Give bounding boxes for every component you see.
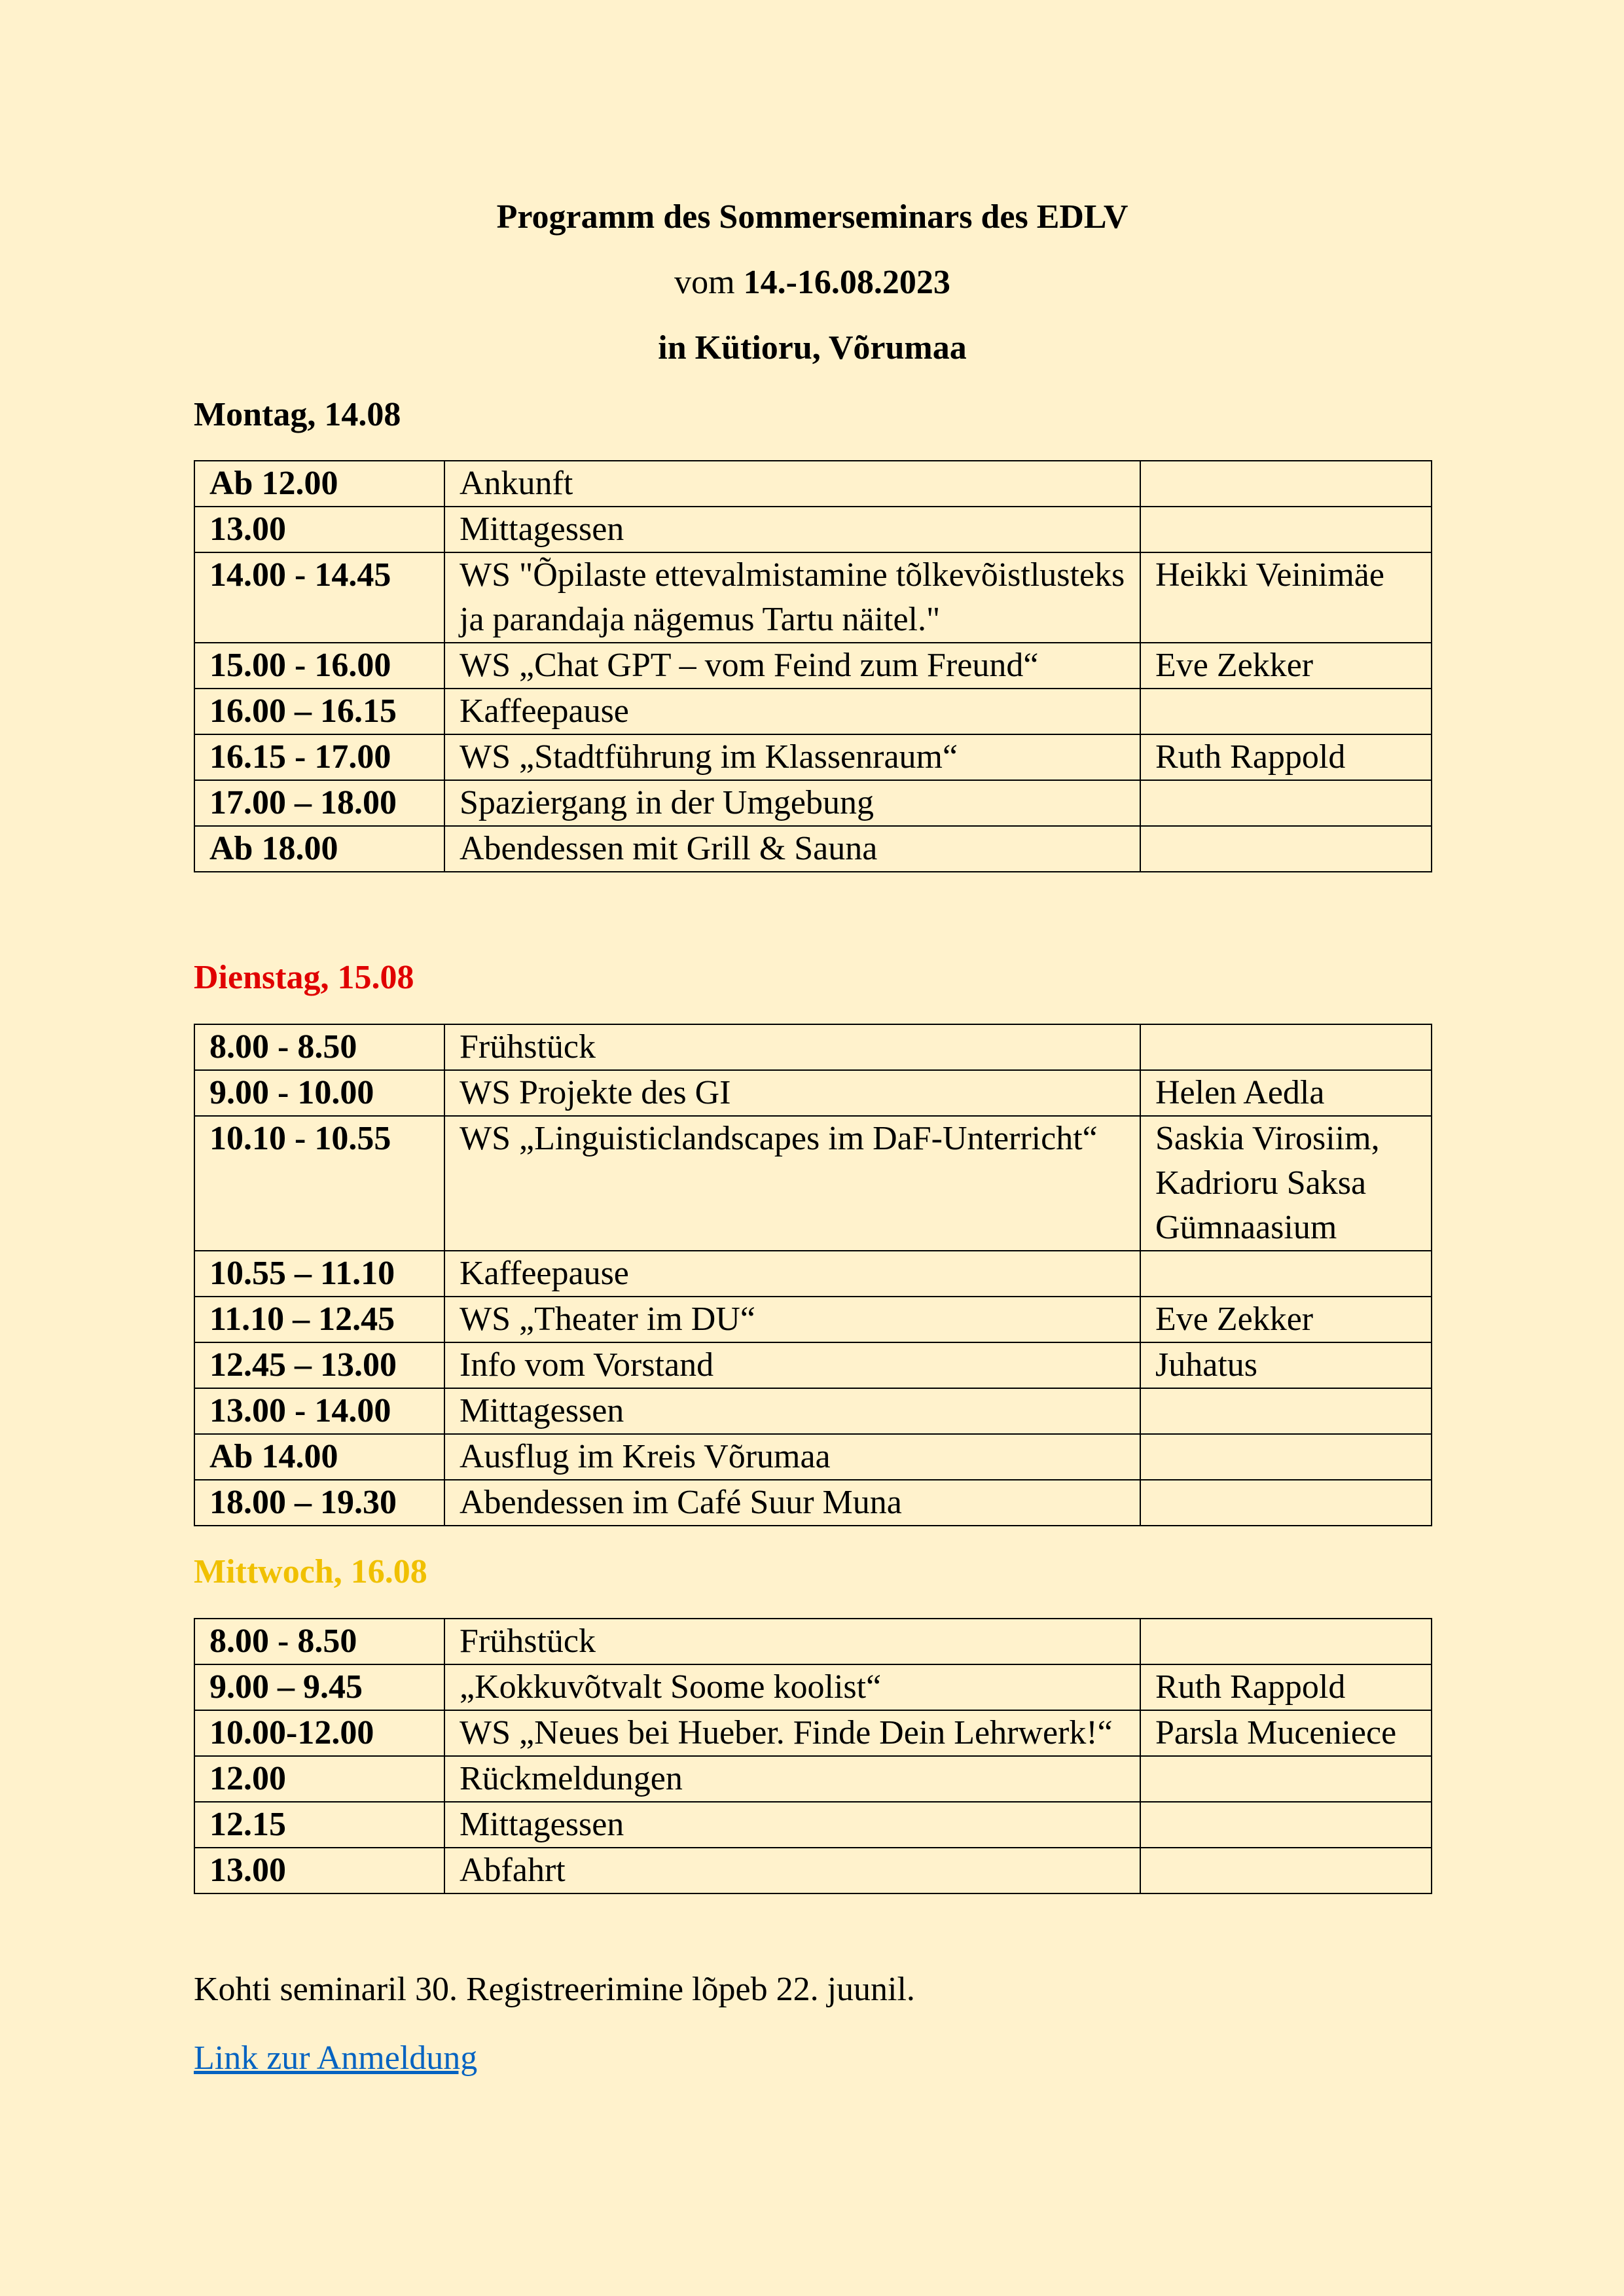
speaker-cell	[1140, 1388, 1432, 1434]
table-row	[194, 1480, 1432, 1526]
table-row	[194, 1664, 1432, 1710]
event-cell: Kaffeepause	[444, 689, 1140, 734]
time-cell: 16.15 - 17.00	[194, 734, 444, 780]
date-line	[194, 250, 1431, 315]
table-row	[194, 1802, 1432, 1848]
table-row	[194, 1251, 1432, 1297]
registration-link[interactable]: Link zur Anmeldung	[194, 2039, 478, 2077]
speaker-cell	[1140, 1756, 1432, 1802]
day-heading-monday: Montag, 14.08	[194, 396, 401, 433]
time-cell: 13.00	[194, 1848, 444, 1893]
time-cell: 12.15	[194, 1802, 444, 1848]
event-cell: Rückmeldungen	[444, 1756, 1140, 1802]
table-row	[194, 1342, 1432, 1388]
time-cell: 12.45 – 13.00	[194, 1342, 444, 1388]
table-row	[194, 507, 1432, 552]
day-heading-wednesday: Mittwoch, 16.08	[194, 1553, 427, 1590]
speaker-cell: Ruth Rappold	[1140, 734, 1432, 780]
page-title: Programm des Sommerseminars des EDLV	[496, 198, 1128, 236]
event-cell: Frühstück	[444, 1024, 1140, 1070]
table-row	[194, 1070, 1432, 1116]
event-cell: WS Projekte des GI	[444, 1070, 1140, 1116]
time-cell: 10.10 - 10.55	[194, 1116, 444, 1251]
event-cell: Abendessen mit Grill & Sauna	[444, 826, 1140, 872]
table-row	[194, 689, 1432, 734]
speaker-cell	[1140, 1848, 1432, 1893]
event-cell: WS „Stadtführung im Klassenraum“	[444, 734, 1140, 780]
event-cell: Mittagessen	[444, 1388, 1140, 1434]
date-range: 14.-16.08.2023	[743, 264, 950, 301]
time-cell: 16.00 – 16.15	[194, 689, 444, 734]
event-cell: Ankunft	[444, 461, 1140, 507]
time-cell: Ab 14.00	[194, 1434, 444, 1480]
time-cell: 14.00 - 14.45	[194, 552, 444, 643]
speaker-cell	[1140, 1251, 1432, 1297]
schedule-table-wednesday	[194, 1618, 1432, 1894]
speaker-cell	[1140, 826, 1432, 872]
event-cell: Spaziergang in der Umgebung	[444, 780, 1140, 826]
event-cell: Kaffeepause	[444, 1251, 1140, 1297]
table-row	[194, 826, 1432, 872]
speaker-cell	[1140, 1619, 1432, 1664]
speaker-cell: Saskia Virosiim, Kadrioru Saksa Gümnaasium	[1140, 1116, 1432, 1251]
table-row	[194, 461, 1432, 507]
event-cell: Info vom Vorstand	[444, 1342, 1140, 1388]
time-cell: 9.00 - 10.00	[194, 1070, 444, 1116]
time-cell: 8.00 - 8.50	[194, 1024, 444, 1070]
time-cell: 11.10 – 12.45	[194, 1297, 444, 1342]
speaker-cell	[1140, 1434, 1432, 1480]
speaker-cell: Parsla Muceniece	[1140, 1710, 1432, 1756]
time-cell: 15.00 - 16.00	[194, 643, 444, 689]
event-cell: WS „Chat GPT – vom Feind zum Freund“	[444, 643, 1140, 689]
table-row	[194, 1756, 1432, 1802]
speaker-cell	[1140, 1480, 1432, 1526]
table-row	[194, 1710, 1432, 1756]
location-line: in Kütioru, Võrumaa	[658, 329, 967, 367]
speaker-cell	[1140, 780, 1432, 826]
time-cell: Ab 12.00	[194, 461, 444, 507]
table-row	[194, 552, 1432, 643]
event-cell: Abfahrt	[444, 1848, 1140, 1893]
table-row	[194, 1297, 1432, 1342]
table-row	[194, 1848, 1432, 1893]
event-cell: Mittagessen	[444, 1802, 1140, 1848]
participants-note: Kohti seminaril 30. Registreerimine lõpeb 22. juunil.	[194, 1971, 915, 2008]
event-cell: WS „Theater im DU“	[444, 1297, 1140, 1342]
schedule-table-tuesday	[194, 1024, 1432, 1526]
schedule-table-monday	[194, 460, 1432, 872]
time-cell: 17.00 – 18.00	[194, 780, 444, 826]
time-cell: 12.00	[194, 1756, 444, 1802]
event-cell: WS "Õpilaste ettevalmistamine tõlkevõistlusteks ja parandaja nägemus Tartu näitel."	[444, 552, 1140, 643]
speaker-cell: Eve Zekker	[1140, 643, 1432, 689]
event-cell: Ausflug im Kreis Võrumaa	[444, 1434, 1140, 1480]
event-cell: Mittagessen	[444, 507, 1140, 552]
speaker-cell: Heikki Veinimäe	[1140, 552, 1432, 643]
time-cell: 13.00	[194, 507, 444, 552]
speaker-cell	[1140, 507, 1432, 552]
table-row	[194, 1116, 1432, 1251]
table-row	[194, 1619, 1432, 1664]
speaker-cell	[1140, 689, 1432, 734]
time-cell: 10.55 – 11.10	[194, 1251, 444, 1297]
event-cell: Abendessen im Café Suur Muna	[444, 1480, 1140, 1526]
event-cell: Frühstück	[444, 1619, 1140, 1664]
event-cell: WS „Linguisticlandscapes im DaF-Unterricht“	[444, 1116, 1140, 1251]
table-row	[194, 1024, 1432, 1070]
speaker-cell: Helen Aedla	[1140, 1070, 1432, 1116]
time-cell: 10.00-12.00	[194, 1710, 444, 1756]
table-row	[194, 1388, 1432, 1434]
speaker-cell	[1140, 461, 1432, 507]
time-cell: Ab 18.00	[194, 826, 444, 872]
event-cell: WS „Neues bei Hueber. Finde Dein Lehrwerk!“	[444, 1710, 1140, 1756]
speaker-cell: Eve Zekker	[1140, 1297, 1432, 1342]
time-cell: 18.00 – 19.30	[194, 1480, 444, 1526]
day-heading-tuesday: Dienstag, 15.08	[194, 959, 414, 996]
time-cell: 13.00 - 14.00	[194, 1388, 444, 1434]
speaker-cell: Juhatus	[1140, 1342, 1432, 1388]
table-row	[194, 734, 1432, 780]
event-cell: „Kokkuvõtvalt Soome koolist“	[444, 1664, 1140, 1710]
speaker-cell	[1140, 1024, 1432, 1070]
speaker-cell	[1140, 1802, 1432, 1848]
table-row	[194, 643, 1432, 689]
date-prefix: vom	[674, 264, 744, 301]
time-cell: 8.00 - 8.50	[194, 1619, 444, 1664]
table-row	[194, 780, 1432, 826]
time-cell: 9.00 – 9.45	[194, 1664, 444, 1710]
table-row	[194, 1434, 1432, 1480]
speaker-cell: Ruth Rappold	[1140, 1664, 1432, 1710]
